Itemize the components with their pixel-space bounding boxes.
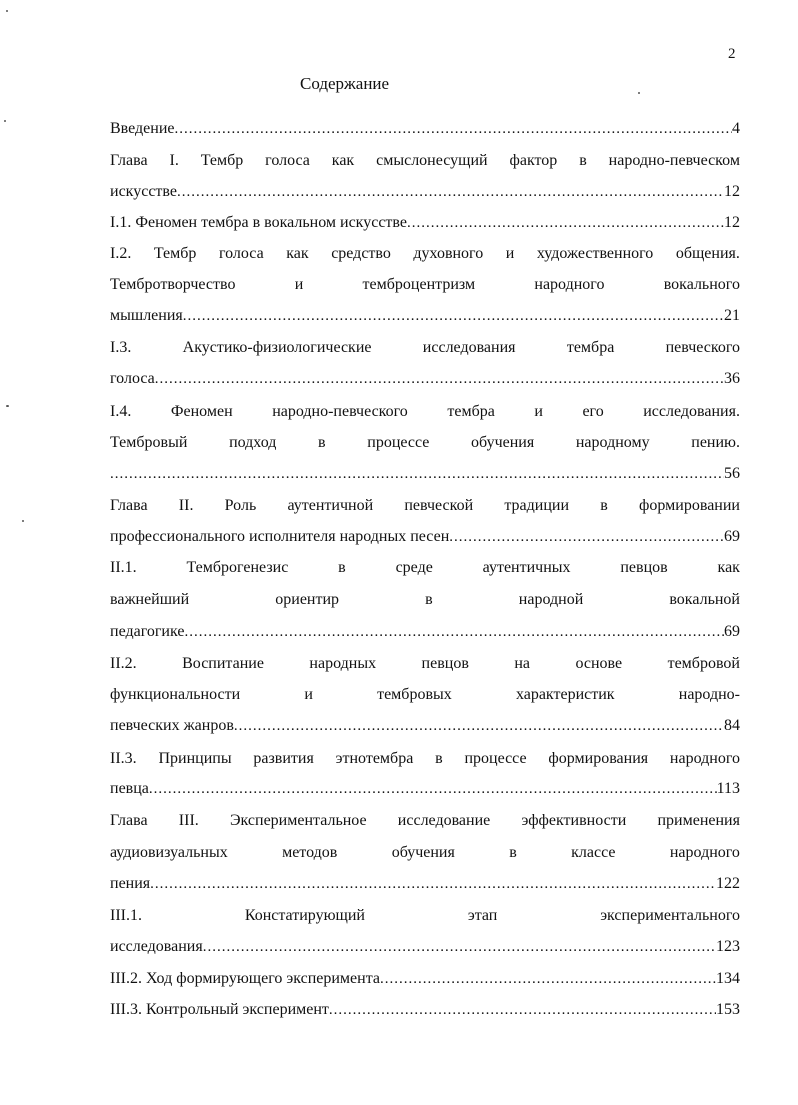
- toc-leader-dots: [407, 212, 724, 234]
- toc-entry: [110, 936, 740, 958]
- toc-entry-title: певца: [110, 780, 149, 797]
- toc-entry-title: певческих жанров: [110, 717, 234, 734]
- toc-line: [110, 337, 740, 359]
- toc-word: тембра: [447, 403, 495, 420]
- toc-leader-dots: [177, 181, 724, 203]
- toc-word: среде: [395, 559, 433, 576]
- toc-word: характеристик: [515, 686, 615, 703]
- toc-line: [110, 557, 740, 579]
- toc-word: классе: [571, 844, 616, 861]
- toc-word: традиции: [504, 497, 570, 514]
- toc-word: Тембр: [200, 152, 244, 169]
- toc-entry: [110, 181, 740, 203]
- toc-entry-title: голоса: [110, 370, 155, 387]
- toc-word: ориентир: [275, 591, 340, 608]
- toc-entry: [110, 715, 740, 737]
- toc-word: и: [304, 686, 313, 703]
- toc-word: Тембротворчество: [110, 276, 236, 293]
- toc-line: [110, 905, 740, 927]
- toc-word: формирования: [548, 750, 649, 767]
- toc-word: в: [600, 497, 608, 514]
- toc-word: Принципы: [158, 750, 232, 767]
- toc-word: этап: [467, 907, 498, 924]
- toc-word: певцов: [620, 559, 668, 576]
- toc-page-number: 69: [724, 623, 740, 640]
- toc-word: народно-певческого: [272, 403, 408, 420]
- toc-word: Тембровый: [110, 434, 188, 451]
- toc-word: экспериментального: [600, 907, 740, 924]
- scan-speck: [4, 120, 6, 122]
- toc-entry: [110, 968, 740, 990]
- toc-leader-dots: [184, 621, 724, 643]
- toc-entry: [110, 368, 740, 390]
- toc-entry-title: исследования: [110, 938, 203, 955]
- toc-entry-title: искусстве: [110, 183, 177, 200]
- toc-word: пению.: [691, 434, 740, 451]
- toc-entry-title: мышления: [110, 307, 183, 324]
- toc-entry: [110, 305, 740, 327]
- toc-word: Глава: [110, 812, 148, 829]
- toc-word: темброцентризм: [362, 276, 476, 293]
- toc-word: II.2.: [110, 655, 137, 672]
- toc-word: Глава: [110, 152, 148, 169]
- toc-line: [110, 432, 740, 454]
- toc-word: народного: [669, 750, 740, 767]
- toc-word: Воспитание: [182, 655, 264, 672]
- toc-line: [110, 589, 740, 611]
- toc-page-number: 12: [724, 214, 740, 231]
- toc-word: художественного: [536, 245, 654, 262]
- toc-page-number: 36: [724, 370, 740, 387]
- toc-word: I.4.: [110, 403, 132, 420]
- toc-word: певческого: [665, 339, 740, 356]
- toc-word: обучения: [391, 844, 455, 861]
- scan-speck: [6, 10, 8, 12]
- page-title: Содержание: [300, 74, 390, 93]
- toc-word: III.: [178, 812, 199, 829]
- toc-page-number: 69: [724, 528, 740, 545]
- toc-page-number: 12: [724, 183, 740, 200]
- toc-word: методов: [282, 844, 338, 861]
- toc-word: аудиовизуальных: [110, 844, 228, 861]
- toc-word: Экспериментальное: [229, 812, 367, 829]
- toc-word: на: [514, 655, 531, 672]
- toc-word: в: [509, 844, 517, 861]
- toc-word: процессе: [464, 750, 527, 767]
- toc-entry: [110, 621, 740, 643]
- toc-word: процессе: [367, 434, 430, 451]
- toc-word: III.1.: [110, 907, 142, 924]
- toc-line: [110, 243, 740, 265]
- toc-word: тембра: [566, 339, 615, 356]
- toc-word: народного: [534, 276, 605, 293]
- toc-page-number: 56: [724, 465, 740, 482]
- toc-entry: [110, 212, 740, 234]
- toc-entry-title: педагогике: [110, 623, 185, 640]
- toc-line: [110, 495, 740, 517]
- scan-speck: [22, 520, 24, 522]
- toc-word: в: [435, 750, 443, 767]
- toc-word: Констатирующий: [244, 907, 365, 924]
- toc-word: средство: [331, 245, 391, 262]
- toc-word: применения: [657, 812, 740, 829]
- toc-word: его: [582, 403, 604, 420]
- toc-page-number: 84: [724, 717, 740, 734]
- toc-page-number: 113: [716, 780, 740, 797]
- toc-word: подход: [229, 434, 277, 451]
- toc-leader-dots: [380, 968, 716, 990]
- toc-word: Феномен: [170, 403, 233, 420]
- toc-word: основе: [575, 655, 623, 672]
- toc-word: фактор: [509, 152, 558, 169]
- toc-word: важнейший: [110, 591, 190, 608]
- toc-word: эффективности: [521, 812, 627, 829]
- toc-word: тембровой: [667, 655, 740, 672]
- toc-word: народных: [309, 655, 377, 672]
- toc-entry: [110, 463, 740, 485]
- toc-word: духовного: [413, 245, 484, 262]
- toc-leader-dots: [203, 936, 716, 958]
- toc-leader-dots: [110, 463, 724, 485]
- toc-word: аутентичных: [482, 559, 571, 576]
- toc-word: общения.: [675, 245, 740, 262]
- toc-entry-title: пения: [110, 875, 151, 892]
- toc-word: и: [294, 276, 304, 293]
- toc-leader-dots: [155, 368, 724, 390]
- toc-entry-title: III.2. Ход формирующего эксперимента: [110, 970, 380, 987]
- toc-entry-title: III.3. Контрольный эксперимент: [110, 1001, 329, 1018]
- toc-line: [110, 401, 740, 423]
- toc-word: голоса: [218, 245, 264, 262]
- toc-line: [110, 150, 740, 172]
- toc-word: исследование: [397, 812, 491, 829]
- page-number: 2: [728, 46, 736, 62]
- toc-word: певцов: [421, 655, 469, 672]
- toc-word: и: [505, 245, 515, 262]
- toc-word: Роль: [224, 497, 257, 514]
- toc-word: как: [331, 152, 355, 169]
- toc-word: народного: [669, 844, 740, 861]
- toc-entry: [110, 999, 740, 1021]
- toc-word: функциональности: [110, 686, 241, 703]
- toc-entry: [110, 526, 740, 548]
- toc-page-number: 4: [732, 120, 740, 137]
- toc-page-number: 122: [716, 875, 740, 892]
- toc-word: смыслонесущий: [376, 152, 488, 169]
- toc-word: народной: [518, 591, 584, 608]
- toc-leader-dots: [183, 305, 724, 327]
- toc-word: Акустико-физиологические: [182, 339, 372, 356]
- toc-word: вокального: [663, 276, 740, 293]
- toc-word: формировании: [639, 497, 740, 514]
- toc-entry: [110, 778, 740, 800]
- toc-leader-dots: [175, 118, 733, 140]
- toc-leader-dots: [449, 526, 724, 548]
- toc-word: развития: [253, 750, 314, 767]
- toc-word: Тембр: [153, 245, 197, 262]
- toc-line: [110, 810, 740, 832]
- toc-word: народному: [575, 434, 650, 451]
- toc-word: народно-: [678, 686, 740, 703]
- toc-word: и: [534, 403, 543, 420]
- toc-word: обучения: [471, 434, 535, 451]
- toc-word: этнотембра: [335, 750, 414, 767]
- toc-entry-title: профессионального исполнителя народных песен: [110, 528, 450, 545]
- toc-line: [110, 842, 740, 864]
- toc-word: Глава: [110, 497, 148, 514]
- toc-word: исследования: [422, 339, 516, 356]
- toc-word: I.3.: [110, 339, 132, 356]
- toc-word: II.3.: [110, 750, 137, 767]
- toc-word: исследования.: [643, 403, 740, 420]
- toc-page-number: 123: [716, 938, 740, 955]
- toc-line: [110, 653, 740, 675]
- toc-leader-dots: [329, 999, 716, 1021]
- toc-word: как: [286, 245, 309, 262]
- toc-word: голоса: [265, 152, 310, 169]
- toc-line: [110, 748, 740, 770]
- toc-word: Темброгенезис: [186, 559, 289, 576]
- toc-word: в: [338, 559, 346, 576]
- toc-entry-title: I.1. Феномен тембра в вокальном искусстве: [110, 214, 407, 231]
- toc-word: как: [717, 559, 740, 576]
- toc-line: [110, 684, 740, 706]
- scan-speck: [6, 405, 9, 407]
- toc-word: в: [579, 152, 587, 169]
- scan-speck: [638, 92, 640, 94]
- toc-word: народно-певческом: [608, 152, 740, 169]
- toc-word: I.2.: [110, 245, 132, 262]
- toc-word: II.1.: [110, 559, 137, 576]
- toc-entry-title: Введение: [110, 120, 175, 137]
- toc-word: тембровых: [377, 686, 452, 703]
- toc-word: II.: [178, 497, 194, 514]
- toc-page-number: 21: [724, 307, 740, 324]
- toc-word: в: [318, 434, 326, 451]
- toc-entry: [110, 873, 740, 895]
- toc-word: аутентичной: [287, 497, 374, 514]
- toc-line: [110, 274, 740, 296]
- toc-leader-dots: [234, 715, 724, 737]
- toc-word: I.: [169, 152, 179, 169]
- toc-page-number: 153: [716, 1001, 740, 1018]
- toc-leader-dots: [150, 873, 716, 895]
- toc-entry: [110, 118, 740, 140]
- toc-word: в: [425, 591, 433, 608]
- toc-word: вокальной: [669, 591, 740, 608]
- toc-page-number: 134: [716, 970, 740, 987]
- toc-leader-dots: [149, 778, 717, 800]
- toc-word: певческой: [404, 497, 474, 514]
